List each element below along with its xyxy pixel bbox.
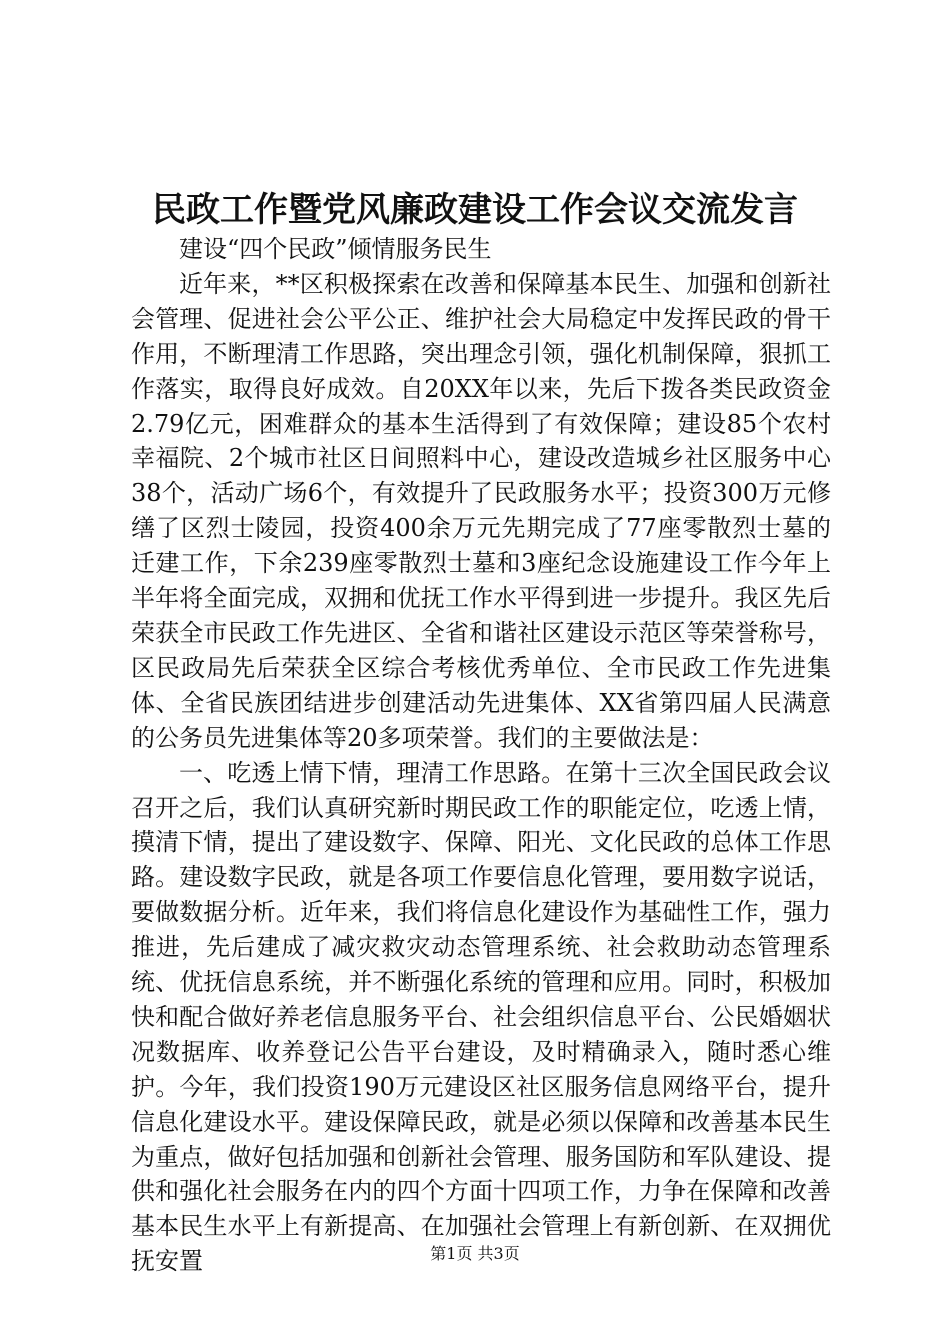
document-title: 民政工作暨党风廉政建设工作会议交流发言 (152, 190, 798, 230)
document-subtitle: 建设“四个民政”倾情服务民生 (179, 235, 492, 263)
body-paragraph: 一、吃透上情下情，理清工作思路。在第十三次全国民政会议召开之后，我们认真研究新时期民政工作的职能定位，吃透上情，摸清下情，提出了建设数字、保障、阳光、文化民政的总体工作思路。建设数字民政，就是各项工作要信息化管理，要用数字说话，要做数据分析。近年来，我们将信息化建设作为基础性工作，强力推进，先后建成了减灾救灾动态管理系统、社会救助动态管理系统、优抚信息系统，并不断强化系统的管理和应用。同时，积极加快和配合做好养老信息服务平台、社会组织信息平台、公民婚姻状况数据库、收养登记公告平台建设，及时精确录入，随时悉心维护。今年，我们投资190万元建设区社区服务信息网络平台，提升信息化建设水平。建设保障民政，就是必须以保障和改善基本民生为重点，做好包括加强和创新社会管理、服务国防和军队建设、提供和强化社会服务在内的四个方面十四项工作，力争在保障和改善基本民生水平上有新提高、在加强社会管理上有新创新、在双拥优抚安置 (131, 758, 831, 1276)
body-paragraph: 近年来，**区积极探索在改善和保障基本民生、加强和创新社会管理、促进社会公平公正、维护社会大局稳定中发挥民政的骨干作用，不断理清工作思路，突出理念引领，强化机制保障，狠抓工作落实，取得良好成效。自20XX年以来，先后下拨各类民政资金2.79亿元，困难群众的基本生活得到了有效保障；建设85个农村幸福院、2个城市社区日间照料中心，建设改造城乡社区服务中心38个，活动广场6个，有效提升了民政服务水平；投资300万元修缮了区烈士陵园，投资400余万元先期完成了77座零散烈士墓的迁建工作，下余239座零散烈士墓和3座纪念设施建设工作今年上半年将全面完成，双拥和优抚工作水平得到进一步提升。我区先后荣获全市民政工作先进区、全省和谐社区建设示范区等荣誉称号，区民政局先后荣获全区综合考核优秀单位、全市民政工作先进集体、全省民族团结进步创建活动先进集体、XX省第四届人民满意的公务员先进集体等20多项荣誉。我们的主要做法是： (131, 269, 831, 752)
document-body (131, 232, 831, 1279)
page-number-footer: 第1页 共3页 (430, 1244, 520, 1263)
